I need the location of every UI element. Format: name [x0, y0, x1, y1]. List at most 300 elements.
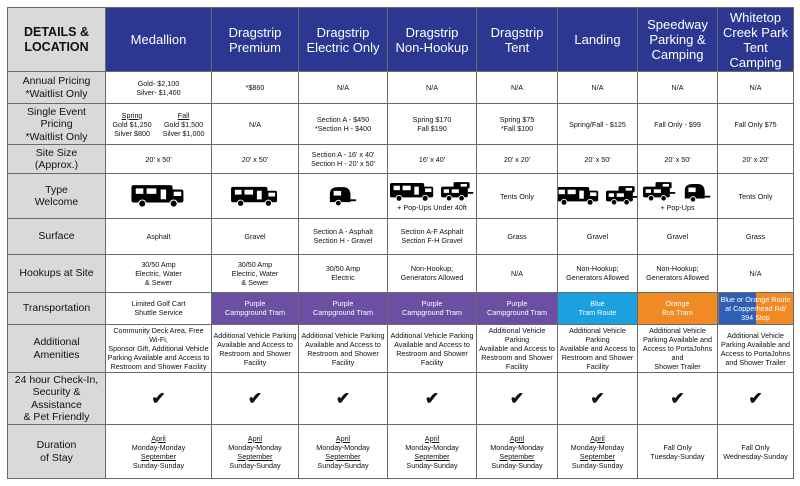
- cell-transportation-medallion: [106, 293, 212, 324]
- cell-text: 30/50 Amp: [325, 264, 361, 274]
- cell-text: Fall Only $75: [734, 119, 777, 129]
- vehicle-types: [389, 181, 475, 203]
- column-header-line: Tent: [504, 39, 530, 55]
- cell-text: Purple: [244, 299, 266, 309]
- cell-text: Spring/Fall - $125: [569, 119, 626, 129]
- cell-text: N/A: [749, 83, 762, 93]
- checkmark-icon: ✔: [424, 389, 440, 409]
- column-header-line: Premium: [228, 39, 281, 55]
- cell-text: at Copperhead Rd/: [725, 303, 786, 313]
- cell-single-event-pricing-landing: [558, 104, 638, 145]
- cell-text: Access to PortaJohns and: [642, 344, 713, 363]
- cell-single-event-pricing-whitetop-creek-park: [718, 104, 794, 145]
- vehicle-types: [559, 185, 636, 207]
- cell-transportation-landing: [558, 293, 638, 324]
- cell-text: Section A - Asphalt: [313, 227, 373, 237]
- cell-text: Blue or Orange Route: [720, 294, 791, 304]
- column-header-line: Camping: [651, 47, 704, 62]
- season-price: Gold $1,250: [112, 119, 152, 129]
- checkmark-icon: ✔: [748, 389, 763, 409]
- cell-single-event-pricing-dragstrip-electric-only: [299, 104, 388, 145]
- row-duration-of-stay: [8, 425, 794, 479]
- cell-text: Parking Available and: [721, 339, 790, 349]
- column-header-line: Dragstrip: [228, 24, 282, 40]
- cell-additional-amenities-landing: [558, 324, 638, 373]
- cell-text: N/A: [337, 83, 349, 93]
- cell-site-size-dragstrip-tent: [477, 145, 558, 174]
- cell-type-welcome-dragstrip-electric-only: [299, 174, 388, 219]
- cell-text: Fall Only: [663, 442, 692, 452]
- corner-line: LOCATION: [24, 39, 89, 54]
- fifth-wheel-icon: [441, 181, 475, 203]
- column-header-line: Electric Only: [306, 39, 380, 55]
- checkmark-icon: ✔: [509, 389, 525, 409]
- cell-text: Silver- $1,400: [136, 87, 181, 97]
- cell-text: Additional Vehicle Parking: [569, 326, 626, 345]
- duration-month: April: [509, 433, 525, 443]
- row-checkin-security: [8, 373, 794, 425]
- cell-text: Section H - 20' x 50': [311, 159, 375, 169]
- row-surface: [8, 219, 794, 255]
- cell-text: Additional Vehicle Parking: [301, 330, 385, 340]
- cell-site-size-medallion: [106, 145, 212, 174]
- cell-text: Tents Only: [738, 191, 773, 201]
- cell-text: Access to PortaJohns: [720, 348, 791, 358]
- cell-text: Section F-H Gravel: [401, 236, 463, 246]
- column-header-landing: [558, 8, 638, 72]
- cell-text: Sponsor Gift, Additional Vehicle: [108, 344, 209, 354]
- cell-annual-pricing-medallion: [106, 72, 212, 104]
- cell-site-size-speedway-parking-camping: [638, 145, 718, 174]
- spring-fall-pricing: [107, 111, 210, 138]
- cell-text: Additional Vehicle Parking: [488, 326, 546, 345]
- cell-type-welcome-whitetop-creek-park: [718, 174, 794, 219]
- row-label-line: Type: [45, 183, 68, 196]
- cell-hookups-landing: [558, 254, 638, 293]
- cell-surface-speedway-parking-camping: [638, 219, 718, 255]
- duration-month: September: [140, 451, 177, 461]
- column-header-whitetop-creek-park: [718, 8, 794, 72]
- cell-text: Community Deck Area, Free Wi-Fi,: [113, 326, 204, 345]
- cell-additional-amenities-dragstrip-tent: [477, 324, 558, 373]
- cell-text: *Fall $100: [500, 124, 534, 134]
- cell-single-event-pricing-dragstrip-non-hookup: [388, 104, 477, 145]
- cell-duration-of-stay-dragstrip-non-hookup: [388, 425, 477, 479]
- cell-additional-amenities-speedway-parking-camping: [638, 324, 718, 373]
- row-transportation: [8, 293, 794, 324]
- row-label-site-size: [8, 145, 106, 174]
- cell-text: Grass: [507, 231, 527, 241]
- column-header-line: Dragstrip: [405, 24, 459, 40]
- cell-text: & Sewer: [241, 277, 269, 287]
- trailer-icon: [683, 183, 712, 203]
- row-site-size: [8, 145, 794, 174]
- checkmark-icon: ✔: [590, 389, 605, 409]
- duration-days: Sunday-Sunday: [406, 460, 458, 470]
- camping-options-table-container: [7, 7, 793, 479]
- season-pricing: [163, 111, 205, 138]
- trailer-icon: [328, 186, 358, 207]
- cell-single-event-pricing-medallion: [106, 104, 212, 145]
- cell-surface-dragstrip-tent: [477, 219, 558, 255]
- duration-days: Sunday-Sunday: [132, 460, 185, 470]
- cell-text: Gravel: [244, 231, 266, 241]
- cell-text: Purple: [506, 299, 528, 309]
- cell-text: Grass: [745, 231, 766, 241]
- row-label-hookups: [8, 254, 106, 293]
- cell-text: Facility: [243, 357, 267, 367]
- column-header-line: Medallion: [130, 32, 187, 47]
- row-label-line: Transportation: [22, 302, 91, 315]
- cell-transportation-speedway-parking-camping: [638, 293, 718, 324]
- cell-surface-landing: [558, 219, 638, 255]
- cell-text: Available and Access to: [559, 344, 636, 354]
- vehicle-types: [107, 183, 210, 209]
- cell-text: 394 Stop: [741, 312, 770, 322]
- cell-text: Non-Hookup;: [410, 264, 454, 274]
- duration-month: April: [151, 433, 166, 443]
- duration-days: Monday-Monday: [228, 442, 282, 452]
- column-header-dragstrip-non-hookup: [388, 8, 477, 72]
- duration-month: September: [325, 451, 361, 461]
- cell-single-event-pricing-dragstrip-premium: [212, 104, 299, 145]
- cell-annual-pricing-speedway-parking-camping: [638, 72, 718, 104]
- cell-text: Generators Allowed: [566, 273, 629, 283]
- row-label-line: Security & Assistance: [31, 386, 82, 411]
- cell-text: Non-Hookup;: [576, 264, 619, 274]
- column-header-line: Dragstrip: [316, 24, 370, 40]
- row-label-transportation: [8, 293, 106, 324]
- cell-text: N/A: [671, 83, 684, 93]
- vehicle-note: + Pop-Ups: [660, 202, 695, 212]
- vehicle-note: + Pop-Ups Under 40ft: [397, 202, 467, 212]
- column-header-dragstrip-electric-only: [299, 8, 388, 72]
- cell-hookups-whitetop-creek-park: [718, 254, 794, 293]
- cell-text: Gravel: [666, 231, 689, 241]
- cell-transportation-dragstrip-electric-only: [299, 293, 388, 324]
- cell-text: N/A: [511, 83, 523, 93]
- cell-text: Limited Golf Cart: [131, 299, 186, 309]
- cell-text: Section A - 16' x 40': [311, 150, 375, 160]
- cell-text: *Section H - $400: [314, 124, 372, 134]
- cell-text: & Sewer: [144, 277, 173, 287]
- duration-month: September: [414, 451, 450, 461]
- duration-days: Monday-Monday: [316, 442, 370, 452]
- duration-month: April: [590, 433, 605, 443]
- cell-text: 30/50 Amp: [237, 259, 273, 269]
- duration-month: September: [237, 451, 273, 461]
- cell-text: Restroom and Shower: [396, 348, 468, 358]
- cell-text: Campground Tram: [225, 308, 285, 318]
- cell-hookups-dragstrip-tent: [477, 254, 558, 293]
- cell-text: 20' x 50': [145, 154, 172, 164]
- cell-text: Purple: [421, 299, 443, 309]
- cell-text: *$860: [245, 83, 265, 93]
- column-header-line: Parking &: [649, 32, 706, 47]
- cell-text: Orange: [665, 299, 690, 309]
- cell-text: 30/50 Amp: [141, 259, 176, 269]
- row-label-line: of Stay: [40, 451, 73, 464]
- cell-checkin-security-dragstrip-premium: [212, 373, 299, 425]
- cell-text: Spring $170: [412, 115, 452, 125]
- column-header-line: Landing: [574, 32, 621, 47]
- column-header-line: Creek Park: [722, 24, 789, 40]
- cell-text: Electric: [331, 273, 355, 283]
- column-header-speedway-parking-camping: [638, 8, 718, 72]
- cell-text: Gravel: [586, 231, 609, 241]
- cell-text: Shower Trailer: [654, 362, 701, 372]
- cell-duration-of-stay-dragstrip-tent: [477, 425, 558, 479]
- row-label-surface: [8, 219, 106, 255]
- fifth-wheel-icon: [643, 181, 677, 203]
- cell-checkin-security-whitetop-creek-park: [718, 373, 794, 425]
- cell-text: Non-Hookup;: [656, 264, 699, 274]
- row-label-line: Site Size: [35, 146, 78, 159]
- cell-transportation-whitetop-creek-park: [718, 293, 794, 324]
- duration-days: Monday-Monday: [131, 442, 186, 452]
- row-label-line: Additional: [33, 336, 80, 349]
- cell-duration-of-stay-whitetop-creek-park: [718, 425, 794, 479]
- cell-site-size-dragstrip-non-hookup: [388, 145, 477, 174]
- cell-type-welcome-landing: [558, 174, 638, 219]
- cell-text: Facility: [505, 362, 529, 372]
- cell-site-size-dragstrip-electric-only: [299, 145, 388, 174]
- row-label-duration-of-stay: [8, 425, 106, 479]
- row-label-line: Annual Pricing: [22, 75, 91, 88]
- vehicle-types: [639, 181, 716, 203]
- cell-hookups-speedway-parking-camping: [638, 254, 718, 293]
- cell-hookups-medallion: [106, 254, 212, 293]
- cell-text: Tram Route: [578, 308, 617, 318]
- row-label-type-welcome: [8, 174, 106, 219]
- cell-surface-dragstrip-non-hookup: [388, 219, 477, 255]
- cell-text: Available and Access to: [479, 344, 555, 354]
- cell-text: 20' x 50': [241, 154, 269, 164]
- cell-text: Electric, Water: [135, 268, 182, 278]
- column-header-medallion: [106, 8, 212, 72]
- duration-month: April: [335, 433, 351, 443]
- row-additional-amenities: [8, 324, 794, 373]
- cell-text: Parking Available and: [643, 335, 712, 345]
- cell-checkin-security-dragstrip-electric-only: [299, 373, 388, 425]
- row-label-single-event-pricing: [8, 104, 106, 145]
- cell-text: Restroom and Shower: [219, 348, 291, 358]
- row-label-line: Duration: [36, 439, 77, 452]
- row-label-additional-amenities: [8, 324, 106, 373]
- row-label-line: (Approx.): [34, 159, 79, 172]
- row-annual-pricing: [8, 72, 794, 104]
- cell-text: Campground Tram: [313, 308, 373, 318]
- cell-text: Asphalt: [146, 231, 171, 241]
- cell-additional-amenities-dragstrip-electric-only: [299, 324, 388, 373]
- column-header-line: Speedway: [647, 17, 708, 32]
- cell-text: Available and Access to: [217, 339, 293, 349]
- cell-text: Section A - $450: [316, 115, 370, 125]
- cell-type-welcome-dragstrip-non-hookup: [388, 174, 477, 219]
- cell-annual-pricing-whitetop-creek-park: [718, 72, 794, 104]
- cell-annual-pricing-dragstrip-electric-only: [299, 72, 388, 104]
- season-price: Silver $800: [114, 128, 151, 138]
- cell-single-event-pricing-dragstrip-tent: [477, 104, 558, 145]
- cell-type-welcome-dragstrip-tent: [477, 174, 558, 219]
- cell-site-size-landing: [558, 145, 638, 174]
- cell-checkin-security-landing: [558, 373, 638, 425]
- cell-hookups-dragstrip-premium: [212, 254, 299, 293]
- duration-month: April: [424, 433, 440, 443]
- season-heading: Spring: [121, 110, 143, 120]
- cell-text: Additional Vehicle: [649, 326, 706, 336]
- cell-text: Blue: [590, 299, 605, 309]
- cell-text: Purple: [332, 299, 354, 309]
- cell-type-welcome-dragstrip-premium: [212, 174, 299, 219]
- cell-duration-of-stay-landing: [558, 425, 638, 479]
- cell-text: Restroom and Shower: [561, 353, 634, 363]
- cell-text: Shuttle Service: [134, 308, 183, 318]
- cell-type-welcome-medallion: [106, 174, 212, 219]
- vehicle-types: [300, 186, 386, 207]
- row-label-line: Single Event: [27, 105, 86, 118]
- cell-text: Generators Allowed: [646, 273, 709, 283]
- corner-line: DETAILS &: [23, 24, 90, 39]
- cell-text: Fall Only: [741, 442, 770, 452]
- cell-annual-pricing-dragstrip-premium: [212, 72, 299, 104]
- cell-text: Section H - Gravel: [313, 236, 373, 246]
- cell-text: Electric, Water: [231, 268, 279, 278]
- cell-text: Wednesday-Sunday: [723, 451, 788, 461]
- season-heading: Fall: [177, 110, 190, 120]
- cell-transportation-dragstrip-tent: [477, 293, 558, 324]
- row-label-checkin-security: [8, 373, 106, 425]
- cell-duration-of-stay-dragstrip-premium: [212, 425, 299, 479]
- cell-text: Generators Allowed: [400, 273, 464, 283]
- cell-checkin-security-dragstrip-non-hookup: [388, 373, 477, 425]
- cell-text: N/A: [426, 83, 438, 93]
- details-location-header: [8, 8, 106, 72]
- checkmark-icon: ✔: [247, 389, 263, 409]
- motorhome-icon: [131, 183, 186, 209]
- cell-transportation-dragstrip-premium: [212, 293, 299, 324]
- motorhome-icon: [390, 181, 435, 203]
- cell-text: Additional Vehicle Parking: [213, 330, 297, 340]
- row-label-annual-pricing: [8, 72, 106, 104]
- cell-text: Campground Tram: [402, 308, 462, 318]
- motorhome-icon: [231, 185, 279, 208]
- vehicle-types: [213, 185, 297, 208]
- cell-additional-amenities-dragstrip-premium: [212, 324, 299, 373]
- row-label-line: Pricing: [40, 118, 73, 131]
- cell-surface-dragstrip-premium: [212, 219, 299, 255]
- cell-text: N/A: [749, 268, 762, 278]
- season-price: Gold $1,500: [163, 119, 204, 129]
- cell-text: Tents Only: [500, 191, 534, 201]
- duration-days: Sunday-Sunday: [229, 460, 281, 470]
- cell-transportation-dragstrip-non-hookup: [388, 293, 477, 324]
- row-hookups: [8, 254, 794, 293]
- cell-text: Available and Access to: [394, 339, 470, 349]
- cell-hookups-dragstrip-non-hookup: [388, 254, 477, 293]
- cell-text: Additional Vehicle Parking: [390, 330, 474, 340]
- duration-days: Sunday-Sunday: [571, 460, 624, 470]
- motorhome-icon: [558, 185, 601, 207]
- cell-annual-pricing-landing: [558, 72, 638, 104]
- column-header-line: Non-Hookup: [395, 39, 469, 55]
- row-label-line: Amenities: [33, 348, 80, 361]
- duration-month: April: [247, 433, 263, 443]
- checkmark-icon: ✔: [670, 389, 685, 409]
- cell-text: Section A-F Asphalt: [400, 227, 464, 237]
- row-label-line: Surface: [38, 230, 75, 243]
- cell-text: Fall Only - $99: [654, 119, 701, 129]
- season-pricing: [112, 111, 151, 138]
- cell-duration-of-stay-dragstrip-electric-only: [299, 425, 388, 479]
- cell-text: Facility: [420, 357, 444, 367]
- cell-text: 20' x 50': [584, 154, 611, 164]
- cell-text: N/A: [591, 83, 604, 93]
- cell-text: Facility: [586, 362, 609, 372]
- cell-surface-medallion: [106, 219, 212, 255]
- cell-checkin-security-medallion: [106, 373, 212, 425]
- duration-days: Sunday-Sunday: [317, 460, 369, 470]
- cell-text: 16' x 40': [418, 154, 446, 164]
- cell-checkin-security-dragstrip-tent: [477, 373, 558, 425]
- cell-text: 20' x 50': [664, 154, 691, 164]
- cell-surface-whitetop-creek-park: [718, 219, 794, 255]
- cell-text: Parking Available and Access to: [107, 353, 210, 363]
- cell-additional-amenities-dragstrip-non-hookup: [388, 324, 477, 373]
- cell-text: Spring $75: [499, 115, 535, 125]
- cell-text: Tuesday-Sunday: [650, 451, 705, 461]
- cell-site-size-dragstrip-premium: [212, 145, 299, 174]
- cell-text: Fall $190: [417, 124, 447, 134]
- cell-site-size-whitetop-creek-park: [718, 145, 794, 174]
- camping-options-table: [7, 7, 794, 479]
- cell-text: Restroom and Shower Facility: [307, 348, 379, 367]
- cell-annual-pricing-dragstrip-tent: [477, 72, 558, 104]
- row-type-welcome: [8, 174, 794, 219]
- column-header-line: Dragstrip: [490, 24, 544, 40]
- cell-text: 20' x 20': [742, 154, 769, 164]
- fifth-wheel-icon: [606, 185, 638, 207]
- column-header-dragstrip-tent: [477, 8, 558, 72]
- cell-type-welcome-speedway-parking-camping: [638, 174, 718, 219]
- duration-days: Monday-Monday: [490, 442, 544, 452]
- cell-text: Restroom and Shower Facility: [110, 362, 207, 372]
- cell-single-event-pricing-speedway-parking-camping: [638, 104, 718, 145]
- cell-text: Available and Access to: [305, 339, 381, 349]
- cell-text: N/A: [249, 119, 261, 129]
- cell-text: 20' x 20': [503, 154, 531, 164]
- duration-month: September: [579, 451, 616, 461]
- header-row: [8, 8, 794, 72]
- duration-month: September: [499, 451, 535, 461]
- duration-days: Monday-Monday: [405, 442, 459, 452]
- cell-additional-amenities-whitetop-creek-park: [718, 324, 794, 373]
- checkmark-icon: ✔: [335, 389, 351, 409]
- row-label-line: *Waitlist Only: [25, 87, 88, 100]
- cell-text: N/A: [511, 268, 523, 278]
- season-price: Silver $1,000: [162, 128, 205, 138]
- checkmark-icon: ✔: [151, 389, 166, 409]
- duration-days: Monday-Monday: [570, 442, 625, 452]
- cell-duration-of-stay-speedway-parking-camping: [638, 425, 718, 479]
- cell-hookups-dragstrip-electric-only: [299, 254, 388, 293]
- cell-checkin-security-speedway-parking-camping: [638, 373, 718, 425]
- column-header-line: Tent Camping: [729, 39, 782, 70]
- cell-text: Bus Tram: [662, 308, 693, 318]
- row-label-line: 24 hour Check-In,: [14, 373, 99, 386]
- row-label-line: *Waitlist Only: [25, 130, 88, 143]
- cell-duration-of-stay-medallion: [106, 425, 212, 479]
